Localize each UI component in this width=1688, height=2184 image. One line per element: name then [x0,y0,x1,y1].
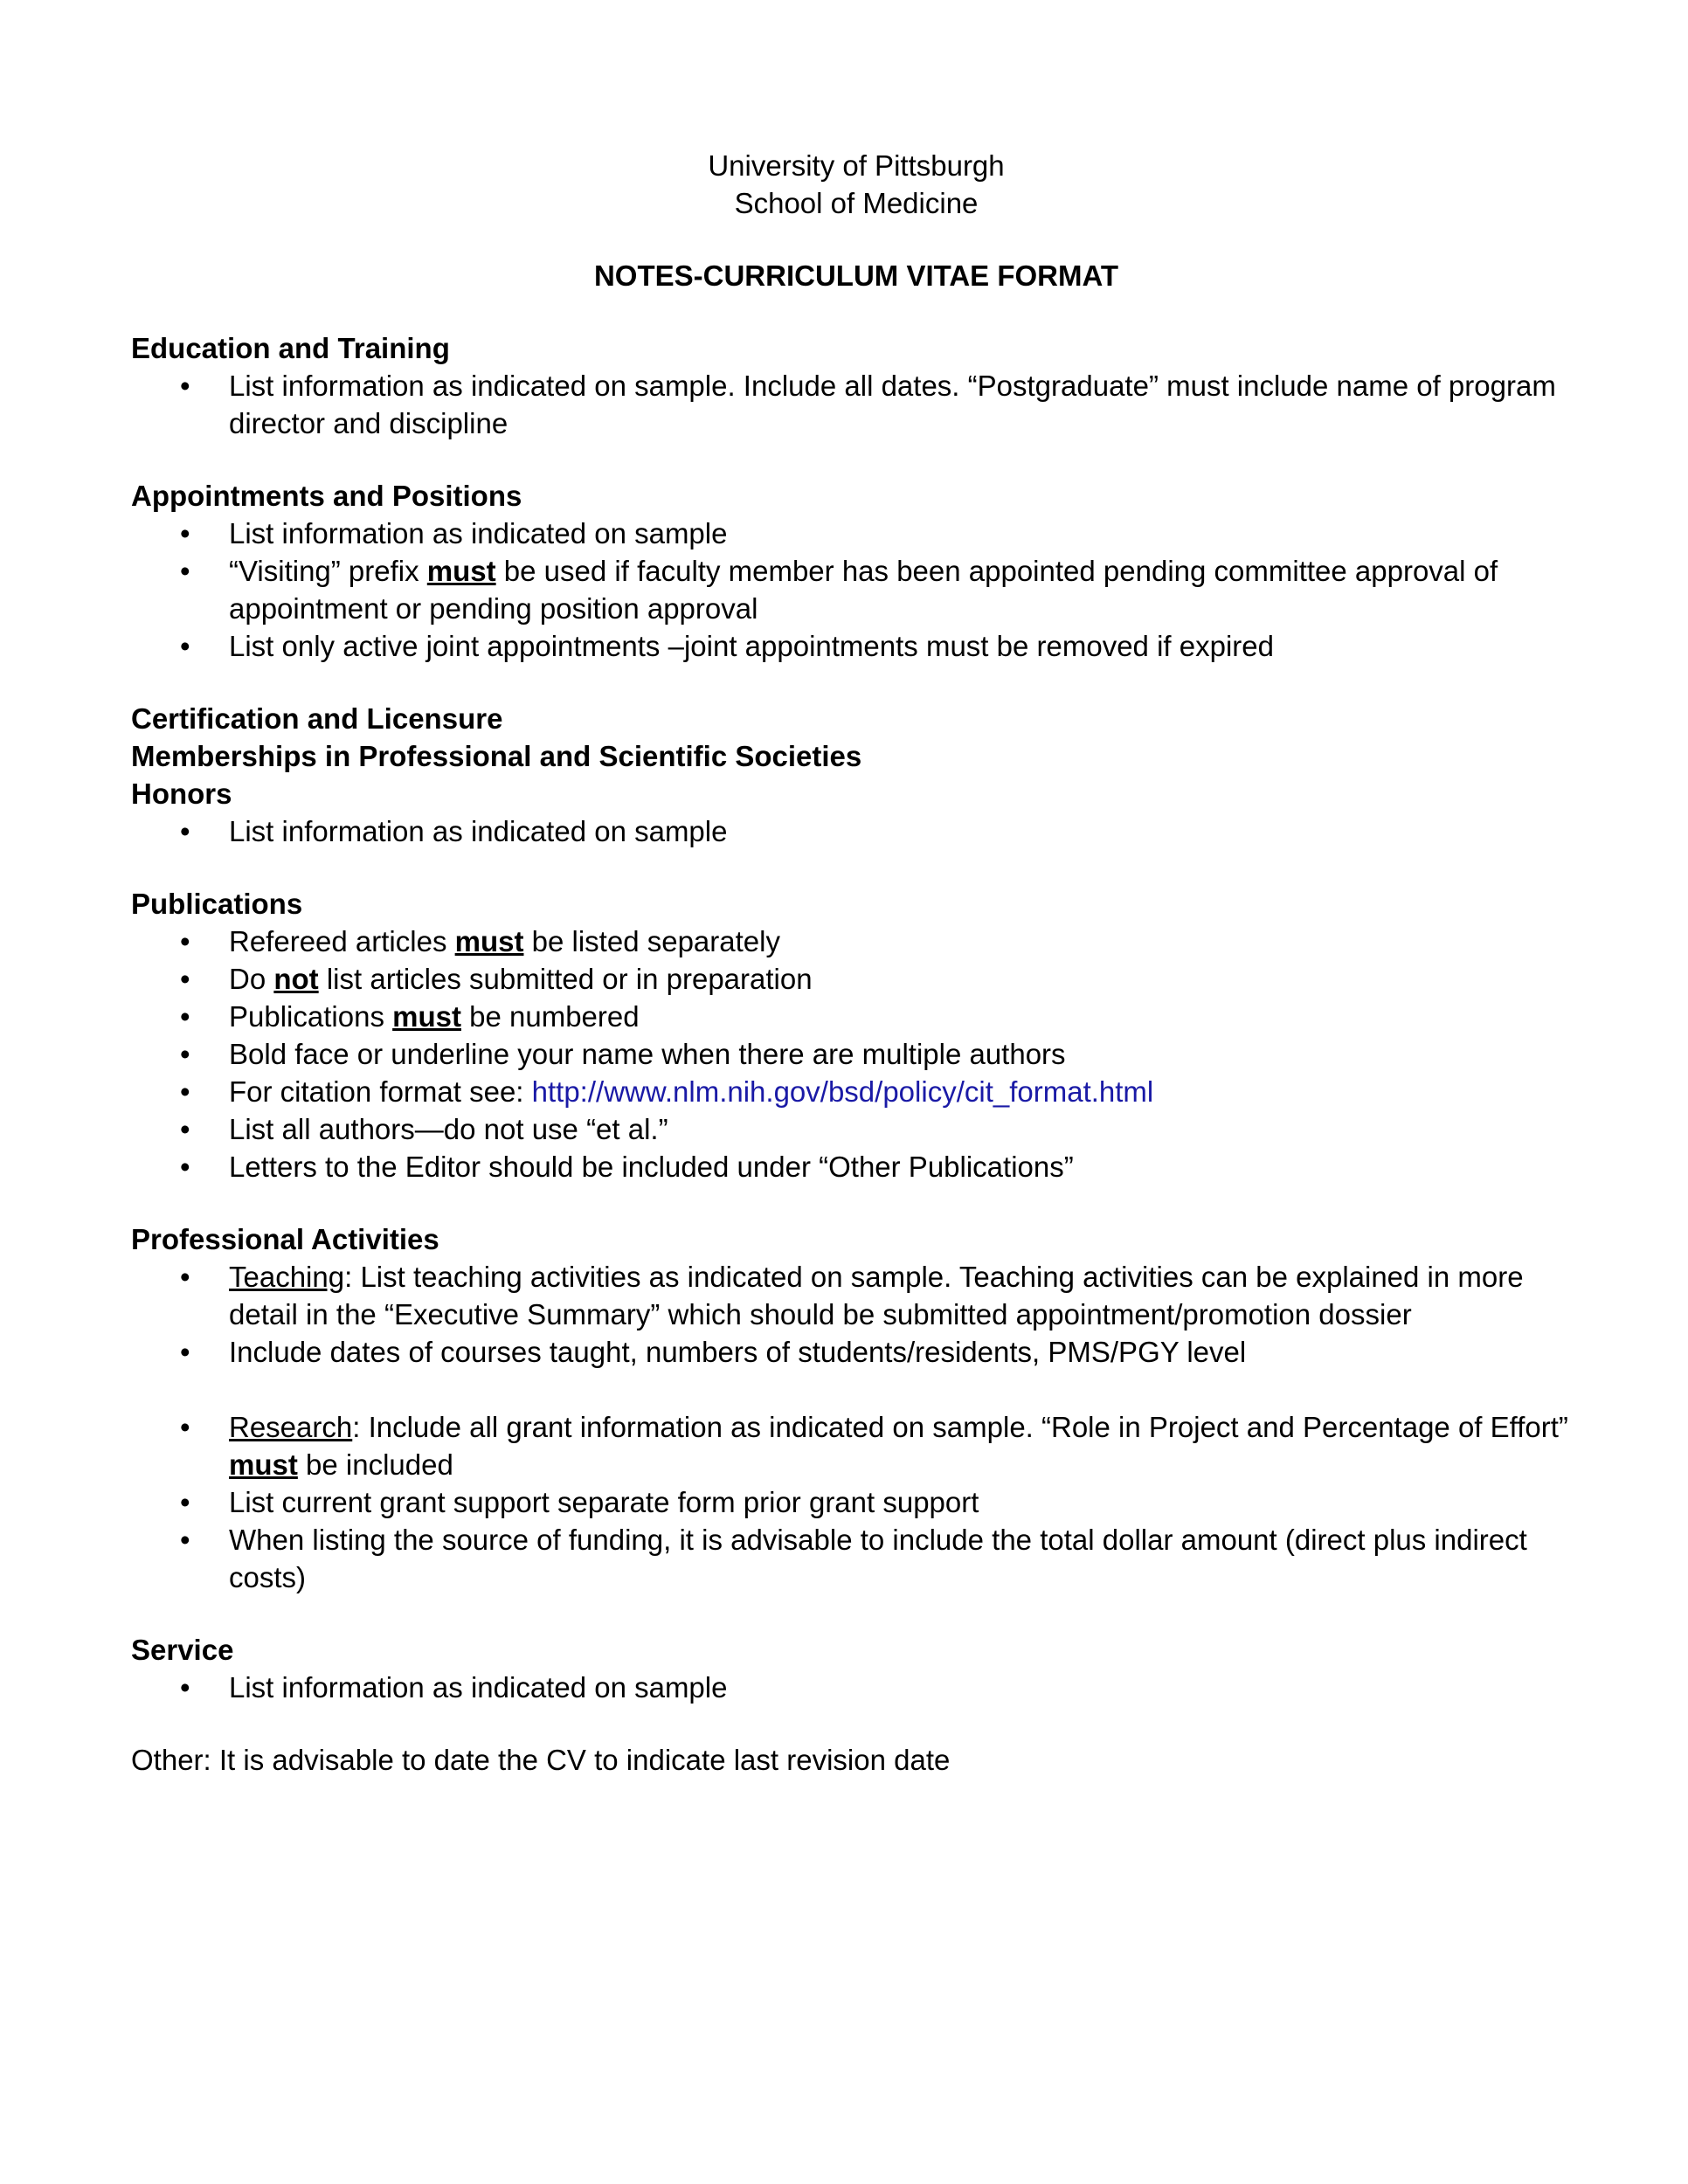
professional-list [131,1258,1599,1596]
emphasis-text: must [426,555,496,587]
section-heading-certification: Certification and Licensure [131,702,503,735]
bullet-icon: • [180,1151,190,1183]
section-publications [131,885,1599,1185]
bullet-icon: • [180,1261,190,1293]
document-page [131,147,1599,1779]
header-university: University of Pittsburgh [708,149,1005,182]
other-note: Other: It is advisable to date the CV to indicate last revision date [131,1744,951,1776]
honors-list [131,812,1599,850]
bullet-icon: • [180,1486,190,1518]
emphasis-text: must [454,925,524,957]
section-heading-service: Service [131,1634,234,1666]
citation-format-link[interactable]: http://www.nlm.nih.gov/bsd/policy/cit_format.html [531,1075,1154,1108]
bullet-icon: • [180,1075,190,1108]
list-item: • List information as indicated on sample [131,515,1599,552]
research-label: Research [229,1411,353,1443]
list-item: • For citation format see: http://www.nlm.nih.gov/bsd/policy/cit_format.html [131,1073,1599,1110]
bullet-icon: • [180,925,190,957]
section-heading-appointments: Appointments and Positions [131,480,522,512]
list-item: • Teaching: List teaching activities as indicated on sample. Teaching activities can be explained in more detail in the “Executive Summary” which should be submitted appointment/promotion dossier [131,1258,1599,1333]
section-heading-education: Education and Training [131,332,450,364]
list-item: • Include dates of courses taught, numbers of students/residents, PMS/PGY level [131,1333,1599,1371]
bullet-icon: • [180,1411,190,1443]
bullet-icon: • [180,1671,190,1704]
bullet-icon: • [180,1000,190,1033]
bullet-icon: • [180,370,190,402]
section-education [131,329,1599,442]
list-item: • Refereed articles must be listed separately [131,923,1599,960]
bullet-icon: • [180,517,190,549]
bullet-icon: • [180,1113,190,1145]
bullet-icon: • [180,1038,190,1070]
section-heading-professional-activities: Professional Activities [131,1223,439,1255]
service-list [131,1669,1599,1706]
emphasis-text: must [392,1000,461,1033]
section-heading-publications: Publications [131,888,303,920]
list-item: • List information as indicated on sample [131,1669,1599,1706]
section-certification [131,700,1599,850]
bullet-icon: • [180,630,190,662]
list-item: • Research: Include all grant information as indicated on sample. “Role in Project and Percentage of Effort” must be included [131,1408,1599,1483]
list-item: • Do not list articles submitted or in preparation [131,960,1599,998]
list-item: • Letters to the Editor should be included under “Other Publications” [131,1148,1599,1185]
emphasis-text: not [273,963,319,995]
teaching-label: Teaching [229,1261,345,1293]
section-professional-activities [131,1220,1599,1596]
bullet-icon: • [180,555,190,587]
section-heading-honors: Honors [131,778,232,810]
list-item: • When listing the source of funding, it is advisable to include the total dollar amount (direct plus indirect costs) [131,1521,1599,1596]
list-item: • List all authors—do not use “et al.” [131,1110,1599,1148]
list-item: • List information as indicated on sample. Include all dates. “Postgraduate” must include name of program director and discipline [131,367,1599,442]
bullet-icon: • [180,815,190,847]
emphasis-text: must [229,1448,298,1481]
section-heading-memberships: Memberships in Professional and Scientific Societies [131,740,862,772]
bullet-icon: • [180,1336,190,1368]
list-item: • “Visiting” prefix must be used if faculty member has been appointed pending committee approval of appointment or pending position approval [131,552,1599,627]
appointments-list [131,515,1599,665]
list-item: • Bold face or underline your name when there are multiple authors [131,1035,1599,1073]
list-item: • List only active joint appointments –joint appointments must be removed if expired [131,627,1599,665]
publications-list [131,923,1599,1185]
document-title: NOTES-CURRICULUM VITAE FORMAT [593,259,1119,292]
bullet-icon: • [180,1524,190,1556]
section-appointments [131,477,1599,665]
list-item: • Publications must be numbered [131,998,1599,1035]
list-item: • List information as indicated on sample [131,812,1599,850]
bullet-icon: • [180,963,190,995]
list-item: • List current grant support separate form prior grant support [131,1483,1599,1521]
header-school: School of Medicine [734,187,979,219]
section-service [131,1631,1599,1706]
education-list [131,367,1599,442]
